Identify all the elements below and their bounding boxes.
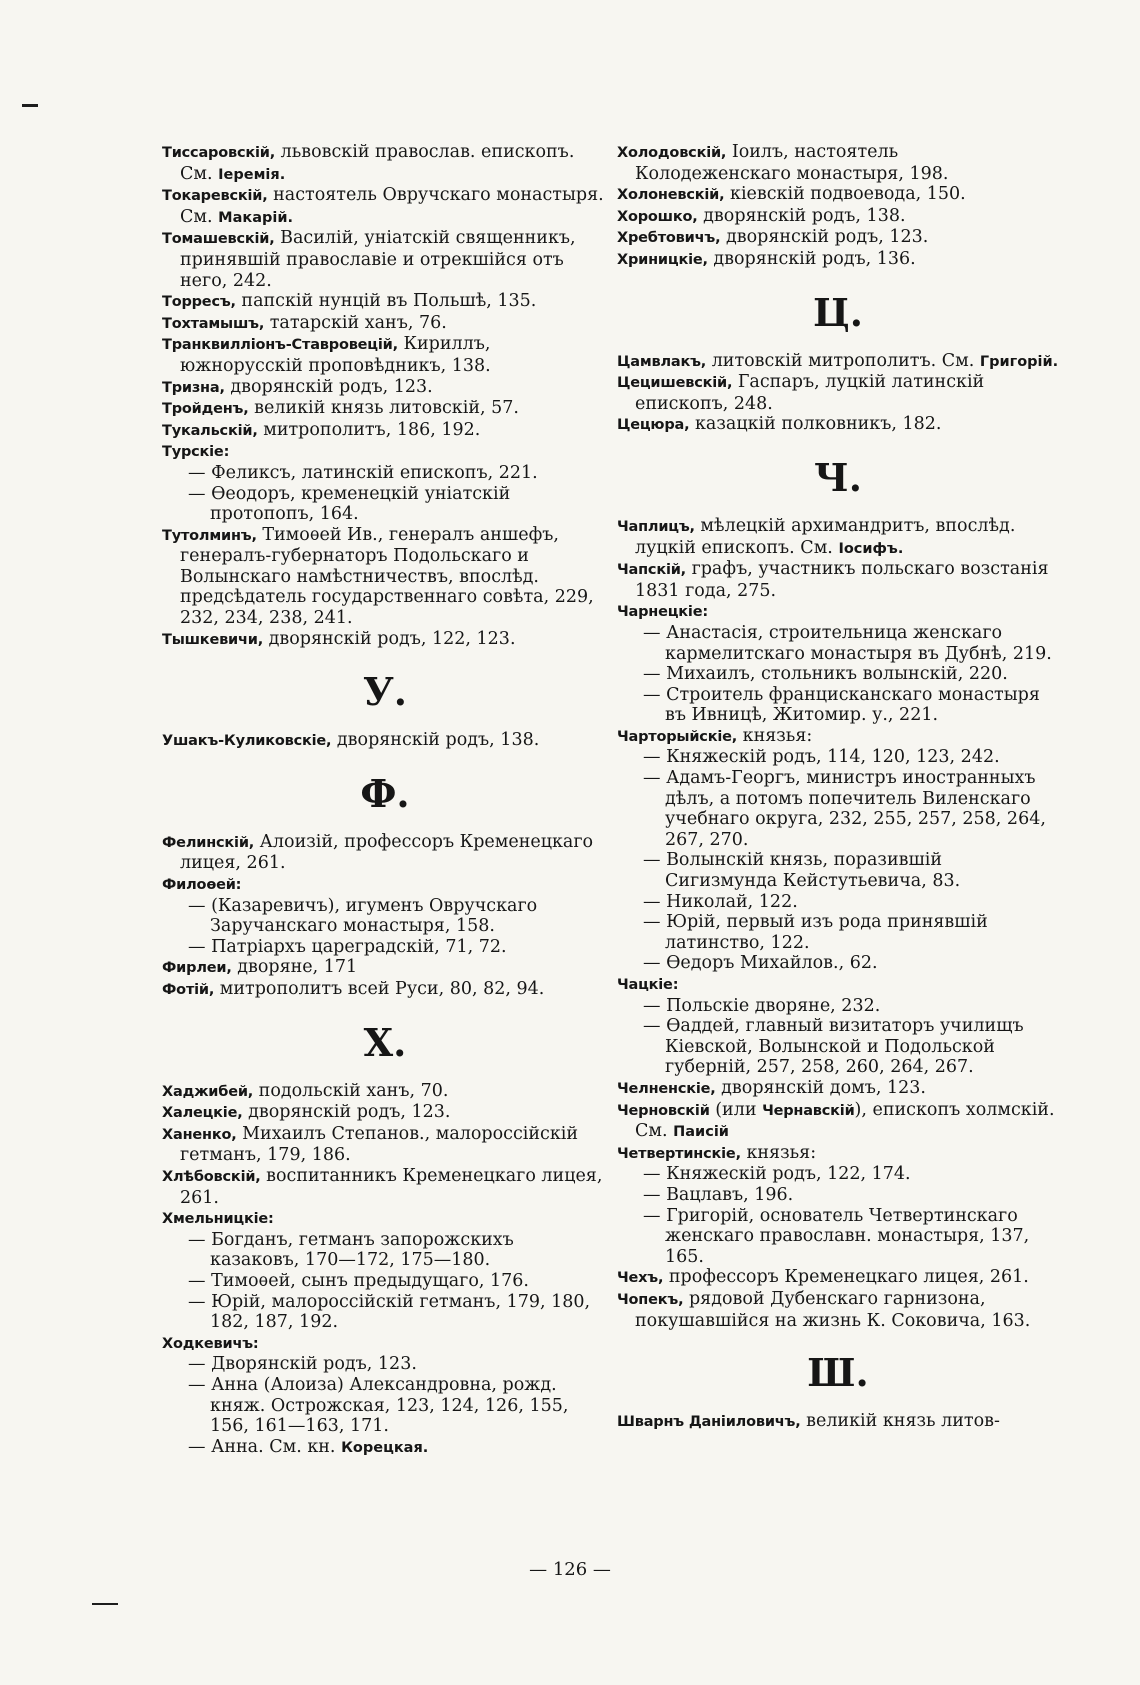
entry-text: дворянскій родъ, 123.: [224, 376, 433, 397]
entry-headword: Цецюра,: [617, 417, 690, 434]
index-entry: [617, 974, 1059, 996]
index-entry: [617, 227, 1059, 249]
entry-headword: Тиссаровскій,: [162, 145, 276, 161]
index-entry: [162, 313, 608, 335]
entry-text: Іоилъ, настоятель Колодеженскаго монастыря, 198.: [635, 142, 949, 184]
index-entry: [162, 979, 608, 1001]
subentry-text: — Ѳаддей, главный визитаторъ училищъ Кіевской, Волынской и Подольской губерній, 257, 258, 260, 264, 267.: [643, 1016, 1024, 1078]
entry-text: папскій нунцій въ Польшѣ, 135.: [235, 291, 537, 312]
entry-headword: Чехъ,: [617, 1270, 664, 1287]
index-subentry: [617, 892, 1059, 913]
index-entry: [617, 1078, 1059, 1100]
entry-headword: Хриницкіе,: [617, 251, 708, 268]
entry-headword: Шварнъ Даніиловичъ,: [617, 1414, 801, 1431]
index-subentry: [617, 953, 1059, 974]
index-subentry: [617, 912, 1059, 953]
index-subentry: [162, 1230, 608, 1271]
index-subentry: [617, 685, 1059, 726]
section-letter: Ц.: [813, 289, 863, 335]
index-entry: [162, 1081, 608, 1103]
subentry-text: — Патріархъ цареградскій, 71, 72.: [188, 936, 507, 957]
index-entry: [162, 832, 608, 874]
section-letter: Ш.: [807, 1350, 869, 1396]
index-entry: [617, 184, 1059, 206]
subentry-text: — Богданъ, гетманъ запорожскихъ казаковъ, 170—172, 175—180.: [188, 1229, 514, 1271]
index-subentry: [617, 747, 1059, 768]
subentry-text: — Польскіе дворяне, 232.: [643, 995, 881, 1016]
cross-reference: Корецкая.: [341, 1439, 429, 1456]
index-entry: [162, 1166, 608, 1208]
index-subentry: [162, 1375, 608, 1437]
entry-text: дворянскій родъ, 138.: [697, 205, 906, 226]
index-subentry: [162, 1271, 608, 1292]
entry-text: воспитанникъ Кременецкаго лицея, 261.: [180, 1165, 603, 1208]
entry-headword: Четвертинскіе,: [617, 1145, 741, 1162]
entry-headword: Черновскій: [617, 1102, 710, 1119]
entry-text: Гаспаръ, луцкій латинскій епископъ, 248.: [635, 372, 985, 414]
entry-headword: Фотій,: [162, 982, 215, 998]
entry-headword: Ходкевичъ:: [162, 1335, 259, 1352]
index-subentry: [617, 1185, 1059, 1206]
entry-headword: Турскіе:: [162, 444, 230, 461]
entry-headword: Тройденъ,: [162, 401, 249, 418]
entry-text: настоятель Овручскаго монастыря. См.: [180, 185, 604, 227]
entry-text: дворянскій родъ, 138.: [331, 730, 540, 751]
entry-headword: Чацкіе:: [617, 977, 679, 993]
index-entry: [617, 1411, 1059, 1433]
entry-headword: Тутолминъ,: [162, 527, 257, 544]
entry-headword: Хребтовичъ,: [617, 230, 721, 247]
index-entry: [617, 351, 1059, 373]
subentry-text: — Анна (Алоиза) Александровна, рожд. княж. Острожская, 123, 124, 126, 155, 156, 161—163, 171.: [188, 1374, 569, 1437]
entry-text: татарскій ханъ, 76.: [264, 312, 447, 333]
entry-headword: Транквилліонъ-Ставровецій,: [162, 337, 398, 354]
subentry-text: — Княжескій родъ, 114, 120, 123, 242.: [643, 747, 1000, 768]
cross-reference: Макарій.: [218, 209, 293, 226]
entry-text: князья:: [737, 725, 813, 746]
subentry-text: — Николай, 122.: [643, 891, 798, 912]
entry-text: мѣлецкій архимандритъ, впослѣд. луцкій епископъ. См.: [635, 515, 1016, 558]
entry-headword: Фирлеи,: [162, 960, 232, 977]
index-entry: [162, 420, 608, 442]
index-entry: [617, 1143, 1059, 1165]
entry-text: дворянскій родъ, 122, 123.: [263, 628, 516, 649]
entry-headword: Чопекъ,: [617, 1291, 684, 1308]
entry-text: кіевскій подвоевода, 150.: [724, 184, 966, 205]
index-entry: [617, 1267, 1059, 1289]
entry-text: ), епископъ холмскій. См.: [635, 1099, 1055, 1142]
entry-headword: Тышкевичи,: [162, 631, 264, 648]
index-entry: [162, 377, 608, 399]
entry-text: великій князь литовскій, 57.: [248, 398, 519, 419]
index-subentry: [617, 996, 1059, 1017]
entry-headword: Тохтамышъ,: [162, 315, 265, 332]
section-letter: Х.: [363, 1019, 407, 1065]
entry-headword: Цамвлакъ,: [617, 353, 707, 370]
page-number: — 126 —: [529, 1559, 611, 1580]
index-entry: [162, 525, 608, 629]
index-entry: [162, 1102, 608, 1124]
subentry-text: — Юрій, первый изъ рода принявшій латинство, 122.: [643, 912, 988, 953]
entry-headword: Чарнецкіе:: [617, 604, 708, 621]
index-entry: [162, 1124, 608, 1166]
index-entry: [162, 957, 608, 979]
entry-headword: Хорошко,: [617, 208, 698, 225]
index-subentry: [162, 1292, 608, 1333]
index-entry: [617, 1289, 1059, 1331]
entry-headword: Торресъ,: [162, 294, 236, 311]
entry-text: львовскій православ. епископъ. См.: [180, 142, 575, 184]
cross-reference: Григорій.: [979, 353, 1059, 370]
subentry-text: — (Казаревичъ), игуменъ Овручскаго Заручанскаго монастыря, 158.: [188, 895, 538, 937]
subentry-text: — Вацлавъ, 196.: [643, 1184, 794, 1205]
index-entry: [617, 372, 1059, 414]
index-entry: [162, 874, 608, 896]
entry-text: рядовой Дубенскаго гарнизона, покушавшійся на жизнь К. Соковича, 163.: [635, 1288, 1031, 1331]
index-entry: [162, 1333, 608, 1355]
entry-text: князья:: [740, 1142, 817, 1163]
entry-text: дворяне, 171: [231, 957, 358, 978]
entry-text: профессоръ Кременецкаго лицея, 261.: [663, 1267, 1029, 1288]
subentry-text: — Анастасія, строительница женскаго кармелитскаго монастыря въ Дубнѣ, 219.: [643, 622, 1052, 664]
entry-text: митрополитъ, 186, 192.: [257, 419, 481, 440]
entry-headword: Тризна,: [162, 379, 225, 396]
index-entry: [617, 601, 1059, 623]
index-entry: [617, 249, 1059, 271]
index-subentry: [162, 463, 608, 484]
entry-headword: Фелинскій,: [162, 834, 255, 851]
entry-text: великій князь литов-: [800, 1411, 1000, 1432]
entry-text: митрополитъ всей Руси, 80, 82, 94.: [214, 979, 545, 999]
entry-text: Тимоѳей Ив., генералъ аншефъ, генералъ-губернаторъ Подольскаго и Волынскаго намѣстничествъ, впослѣд. предсѣдатель государственнаго совѣта, 229, 232, 234, 238, 241.: [180, 524, 594, 629]
index-entry: [162, 185, 608, 228]
subentry-text: — Строитель францисканскаго монастыря въ Ивницѣ, Житомир. у., 221.: [643, 684, 1040, 726]
index-subentry: [617, 768, 1059, 850]
index-entry: [162, 142, 608, 185]
entry-headword: Чапскій,: [617, 562, 686, 579]
cross-reference: Паисій: [673, 1124, 729, 1141]
entry-headword: Ушакъ-Куликовскіе,: [162, 733, 332, 750]
index-subentry: [617, 623, 1059, 664]
index-entry: [162, 291, 608, 313]
index-entry: [617, 559, 1059, 601]
entry-text: Василій, уніатскій священникъ, принявшій православіе и отрекшійся отъ него, 242.: [180, 228, 576, 291]
index-subentry: [162, 484, 608, 525]
index-entry: [617, 1100, 1059, 1143]
index-entry: [162, 228, 608, 291]
entry-headword: Хаджибей,: [162, 1083, 254, 1100]
index-entry: [162, 1208, 608, 1230]
entry-text: дворянскій родъ, 136.: [707, 248, 916, 269]
scan-mark: [92, 1603, 118, 1605]
index-subentry: [617, 850, 1059, 891]
scan-mark: [22, 104, 38, 107]
index-subentry: [162, 896, 608, 937]
entry-headword: Тукальскій,: [162, 422, 258, 439]
index-entry: [617, 726, 1059, 748]
index-entry: [617, 516, 1059, 559]
entry-headword: Цецишевскій,: [617, 375, 733, 392]
entry-headword: Ханенко,: [162, 1126, 237, 1143]
entry-headword: Чарторыйскіе,: [617, 728, 738, 745]
subentry-text: — Ѳеодоръ, кременецкій уніатскій протопопъ, 164.: [188, 483, 511, 525]
index-entry: [162, 629, 608, 651]
entry-headword: Хмельницкіе:: [162, 1211, 274, 1228]
subentry-text: — Григорій, основатель Четвертинскаго женскаго православн. монастыря, 137, 165.: [643, 1205, 1030, 1267]
index-subentry: [617, 1164, 1059, 1185]
entry-headword: Холоневскій,: [617, 187, 725, 204]
subentry-text: — Дворянскій родъ, 123.: [188, 1354, 417, 1375]
subentry-text: — Феликсъ, латинскій епископъ, 221.: [188, 462, 538, 483]
entry-text: дворянскій домъ, 123.: [715, 1077, 926, 1098]
index-subentry: [162, 1437, 608, 1459]
entry-text: дворянскій родъ, 123.: [720, 227, 929, 248]
index-subentry: [162, 937, 608, 958]
section-letter: У.: [362, 669, 408, 715]
cross-reference: Іосифъ.: [838, 540, 904, 557]
entry-text: литовскій митрополитъ. См.: [706, 350, 980, 371]
index-subentry: [617, 1206, 1059, 1268]
index-subentry: [162, 1354, 608, 1375]
index-entry: [617, 206, 1059, 228]
section-letter: Ч.: [814, 454, 862, 500]
subentry-text: — Тимоѳей, сынъ предыдущаго, 176.: [188, 1270, 529, 1291]
entry-headword-alt: Чернавскій: [762, 1102, 855, 1119]
entry-headword: Холодовскій,: [617, 145, 727, 161]
index-entry: [617, 414, 1059, 436]
entry-headword: Томашевскій,: [162, 231, 275, 248]
entry-headword: Хлѣбовскій,: [162, 1168, 261, 1185]
entry-text: подольскій ханъ, 70.: [253, 1080, 449, 1101]
subentry-text: — Адамъ-Георгъ, министръ иностранныхъ дѣлъ, а потомъ попечитель Виленскаго учебнаго округа, 232, 255, 257, 258, 264, 267, 270.: [643, 768, 1046, 850]
entry-headword: Филоѳей:: [162, 877, 242, 894]
entry-text: Кириллъ, южнорусскій проповѣдникъ, 138.: [180, 334, 491, 376]
index-entry: [162, 441, 608, 463]
cross-reference: Іеремія.: [218, 166, 286, 183]
index-entry: [162, 398, 608, 420]
subentry-text: — Волынскій князь, поразившій Сигизмунда Кейстутьевича, 83.: [643, 850, 961, 892]
entry-headword: Халецкіе,: [162, 1105, 243, 1122]
section-letter: Ф.: [360, 770, 410, 816]
subentry-text: — Анна. См. кн.: [188, 1436, 342, 1457]
subentry-text: — Михаилъ, стольникъ волынскій, 220.: [643, 664, 1008, 685]
entry-headword: Токаревскій,: [162, 188, 268, 205]
entry-text: графъ, участникъ польскаго возстанія 1831 года, 275.: [635, 559, 1049, 601]
index-entry: [162, 730, 608, 752]
subentry-text: — Княжескій родъ, 122, 174.: [643, 1164, 911, 1185]
index-entry: [162, 334, 608, 376]
entry-text: Михаилъ Степанов., малороссійскій гетманъ, 179, 186.: [180, 1123, 579, 1166]
index-subentry: [617, 1016, 1059, 1078]
entry-text: Алоизій, профессоръ Кременецкаго лицея, 261.: [180, 831, 594, 874]
index-entry: [617, 142, 1059, 184]
subentry-text: — Ѳедоръ Михайлов., 62.: [643, 953, 878, 974]
entry-text: дворянскій родъ, 123.: [242, 1102, 451, 1123]
left-column: [162, 142, 608, 1458]
subentry-text: — Юрій, малороссійскій гетманъ, 179, 180, 182, 187, 192.: [188, 1291, 591, 1333]
entry-headword: Челненскіе,: [617, 1080, 716, 1097]
entry-headword: Чаплицъ,: [617, 518, 695, 535]
entry-text: казацкій полковникъ, 182.: [689, 414, 942, 435]
index-subentry: [617, 664, 1059, 685]
entry-text: (или: [709, 1099, 763, 1120]
right-column: [617, 142, 1059, 1433]
